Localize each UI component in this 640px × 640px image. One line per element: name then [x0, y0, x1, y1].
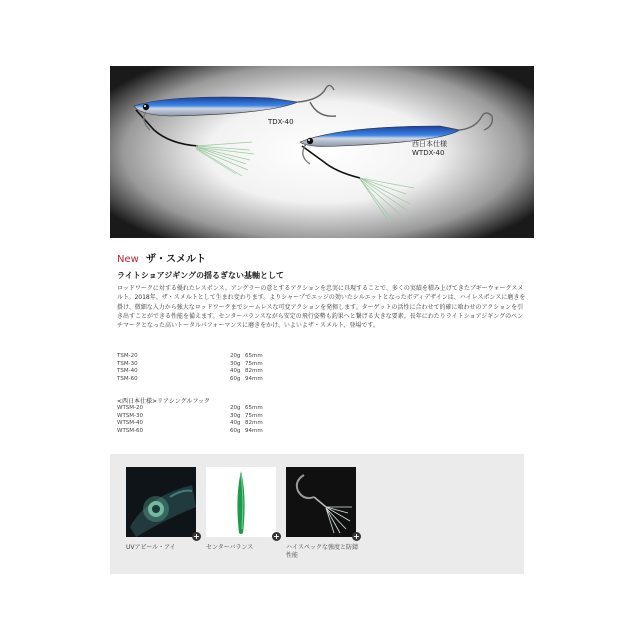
spec-code: TSM-40 — [117, 368, 138, 375]
spec-weight: 40g — [230, 420, 241, 427]
spec-length: 75mm — [245, 360, 263, 367]
feature-uv-eye-image — [126, 467, 196, 537]
spec-code: WTSM-20 — [117, 405, 144, 411]
variant-spec-table — [117, 405, 277, 436]
spec-weight: 60g — [230, 428, 241, 435]
spec-weight: 40g — [230, 368, 241, 375]
spec-weight: 30g — [230, 360, 241, 367]
product-name: ザ・スメルト — [146, 254, 206, 265]
spec-length: 94mm — [245, 376, 263, 383]
variant-label-line1: 西日本仕様 — [412, 140, 447, 148]
spec-code: TSM-60 — [117, 376, 138, 383]
feature-center-balance-image — [206, 467, 276, 537]
spec-length: 82mm — [245, 420, 263, 427]
feature-caption: UVアピール・アイ — [126, 544, 176, 551]
spec-code: WTSM-40 — [117, 420, 144, 427]
feature-caption: ハイスペックな強度と防錆性能 — [286, 544, 358, 559]
spec-row — [117, 353, 277, 361]
lure-wtdx40 — [300, 113, 492, 222]
spec-length: 75mm — [245, 412, 263, 419]
product-tagline: ライトショアジギングの揺るぎない基軸として — [117, 271, 285, 280]
spec-row — [117, 376, 277, 384]
plus-icon: + — [353, 532, 360, 541]
spec-row — [117, 413, 277, 421]
spec-length: 65mm — [245, 353, 263, 359]
variant-heading: <西日本仕様>リアシングルフック — [117, 398, 210, 405]
spec-length: 94mm — [245, 428, 263, 435]
spec-row — [117, 428, 277, 436]
spec-weight: 20g — [230, 405, 241, 411]
plus-icon: + — [193, 532, 200, 541]
lure-tdx40 — [134, 85, 336, 176]
spec-weight: 20g — [230, 353, 241, 359]
hero-image — [110, 66, 534, 238]
spec-code: TSM-20 — [117, 353, 138, 359]
variant-label — [412, 140, 447, 158]
new-badge: New — [117, 254, 139, 265]
spec-weight: 30g — [230, 412, 241, 419]
feature-hook-image — [286, 467, 356, 537]
spec-code: TSM-30 — [117, 360, 138, 367]
spec-code: WTSM-60 — [117, 428, 144, 435]
lures-illustration — [110, 66, 534, 238]
product-heading — [117, 250, 206, 265]
spec-row — [117, 361, 277, 369]
feature-band — [110, 454, 524, 574]
spec-weight: 60g — [230, 376, 241, 383]
lure-label-tdx40: TDX-40 — [268, 118, 294, 126]
product-description: ロッドワークに対する優れたレスポンス。アングラーの意とするアクションを忠実に具現することで、多くの実績を積み上げてきたブギーウォークスメルト。2018年、ザ・スメルトとして生まれ変わります。よりシャープでエッジの効いたシルエットとなったボディデザインは、ハイレスポンスに磨きを掛け、微細な入力から強大なロッドワークまでシームレスな可変アクションを発揮します。ターゲットの活性に合わせて的確に喰わせのアクションを引き出すことができる性能を備えます。センターバランスながら安定の飛行姿勢も釣果へと繋げる大きな要素。長年にわたりライトショアジギングのベンチマークとなった高いトータルパフォーマンスに磨きをかけ、いよいよザ・スメルト、登場です。 — [117, 285, 526, 330]
spec-row — [117, 405, 277, 413]
spec-length: 82mm — [245, 368, 263, 375]
spec-row — [117, 368, 277, 376]
variant-label-line2: WTDX-40 — [412, 149, 445, 157]
plus-icon: + — [273, 532, 280, 541]
spec-table — [117, 353, 277, 384]
spec-row — [117, 420, 277, 428]
feature-caption: センターバランス — [206, 544, 254, 551]
spec-code: WTSM-30 — [117, 412, 144, 419]
spec-length: 65mm — [245, 405, 263, 411]
